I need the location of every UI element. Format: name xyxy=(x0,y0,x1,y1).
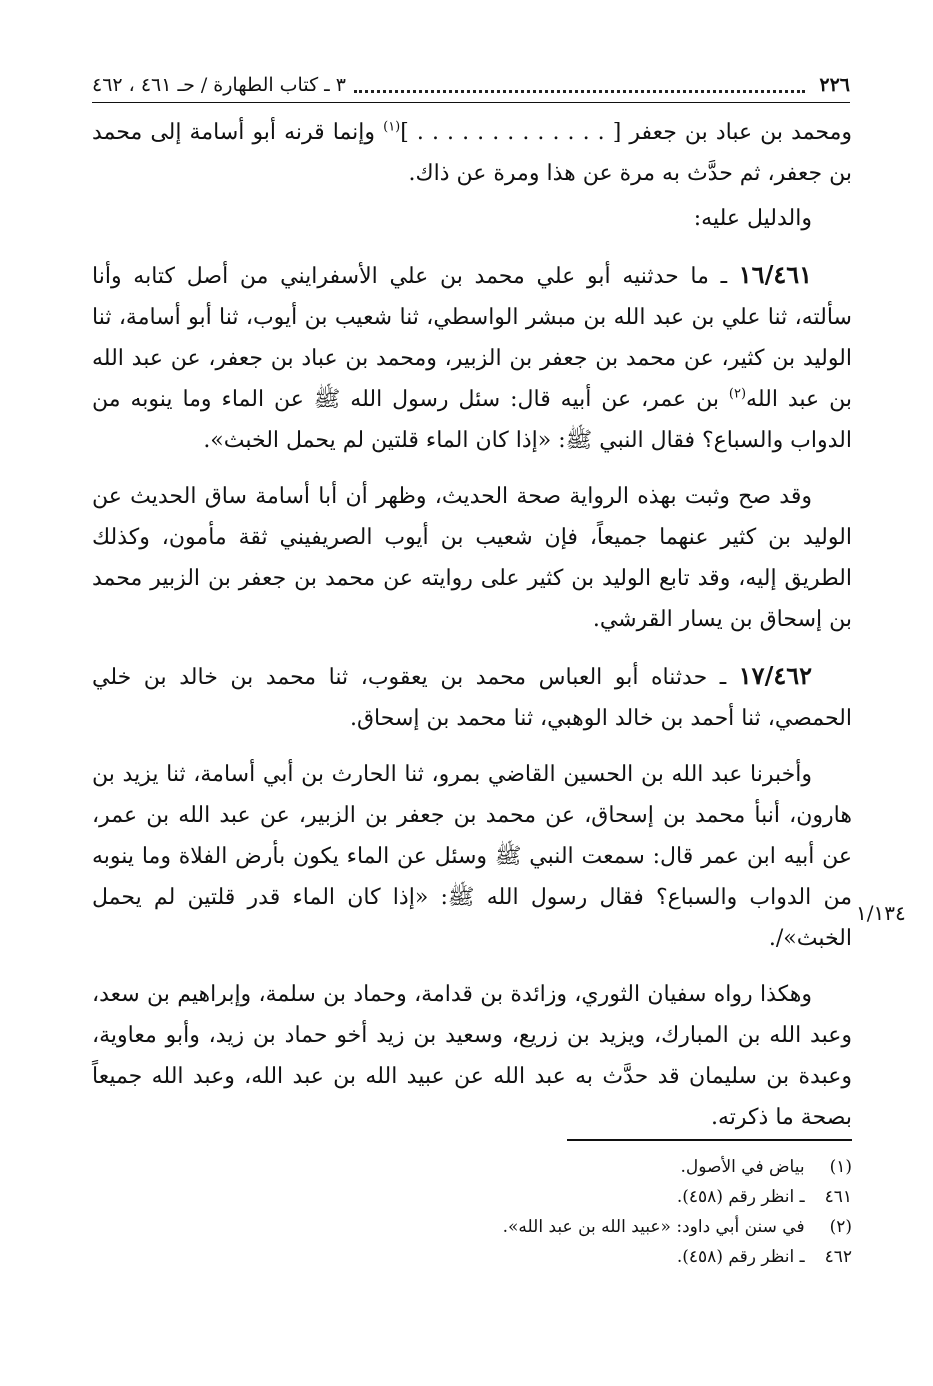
footnote-number: ٤٦٢ xyxy=(824,1247,852,1267)
paragraph-1-rest: وإنما قرنه أبو أسامة إلى محمد بن جعفر، ثم حدَّث به مرة عن هذا ومرة عن ذاك. xyxy=(92,120,852,186)
hadith-462-text: ـ حدثناه أبو العباس محمد بن يعقوب، ثنا محمد بن خالد بن خلي الحمصي، ثنا أحمد بن خالد الوهبي، ثنا محمد بن إسحاق. xyxy=(92,665,852,731)
margin-volume-page-note: ١/١٣٤ xyxy=(856,901,906,925)
footnote-ref-1: (١) xyxy=(383,119,401,135)
footnote-item xyxy=(92,1182,852,1212)
header-rule xyxy=(92,102,850,103)
footnote-number: (١) xyxy=(829,1157,852,1177)
hadith-number-462: ١٧/٤٦٢ xyxy=(738,661,812,690)
footnote-ref-2: (٢) xyxy=(728,386,747,402)
footnote-number: ٤٦١ xyxy=(824,1187,852,1207)
hadith-461 xyxy=(92,254,852,461)
paragraph-1 xyxy=(92,112,852,194)
footnote-item xyxy=(92,1152,852,1182)
running-title: ٣ ـ كتاب الطهارة / حـ ٤٦١ ، ٤٦٢ xyxy=(92,74,346,96)
paragraph-7: وهكذا رواه سفيان الثوري، وزائدة بن قدامة، وحماد بن سلمة، وإبراهيم بن سعد، وعبد الله بن المبارك، ويزيد بن زريع، وسعيد بن زيد أخو حماد بن زيد، وأبو معاوية، وعبدة بن سليمان قد حدَّث به عبد الله عن عبيد الله بن عبد الله، وعبد الله جميعاً بصحة ما ذكرته. xyxy=(92,982,852,1130)
hadith-461-text-a: ـ ما حدثنيه أبو علي محمد بن علي الأسفرايني من أصل كتابه وأنا سألته، ثنا علي بن عبد الله بن مبشر الواسطي، ثنا شعيب بن أيوب، ثنا أبو أسامة، ثنا الوليد بن كثير، عن محمد بن جعفر بن الزبير، ومحمد بن عباد بن جعفر، عن عبد الله بن عبد الله xyxy=(92,264,852,412)
footnote-item xyxy=(92,1242,852,1272)
paragraph-6: وأخبرنا عبد الله بن الحسين القاضي بمرو، ثنا الحارث بن أبي أسامة، ثنا يزيد بن هارون، أنبأ محمد بن إسحاق، عن محمد بن جعفر بن الزبير، عن عبد الله بن عمر، عن أبيه ابن عمر قال: سمعت النبي ﷺ وسئل عن الماء يكون بأرض الفلاة وما ينوبه من الدواب والسباع؟ فقال رسول الله ﷺ: «إذا كان الماء قدر قلتين لم يحمل الخبث»/. xyxy=(92,762,852,951)
paragraph-2: والدليل عليه: xyxy=(693,206,812,231)
footnote-item xyxy=(92,1212,852,1242)
footnote-text: ـ انظر رقم (٤٥٨). xyxy=(676,1247,805,1267)
footnote-text: بياض في الأصول. xyxy=(680,1157,805,1177)
page-number: ٢٢٦ xyxy=(819,74,850,96)
page-header xyxy=(92,70,850,100)
footnote-text: في سنن أبي داود: «عبيد الله بن عبد الله». xyxy=(502,1217,805,1237)
main-text xyxy=(92,112,852,1153)
footnotes xyxy=(92,1152,852,1272)
footnote-rule xyxy=(567,1139,852,1141)
paragraph-1-text: ومحمد بن عباد بن جعفر [ . . . . . . . . . . . . . ] xyxy=(400,120,852,145)
footnote-text: ـ انظر رقم (٤٥٨). xyxy=(676,1187,805,1207)
hadith-number-461: ١٦/٤٦١ xyxy=(738,260,812,289)
paragraph-4: وقد صح وثبت بهذه الرواية صحة الحديث، وظهر أن أبا أسامة ساق الحديث عن الوليد بن كثير عنهما جميعاً، فإن شعيب بن أيوب الصريفيني ثقة مأمون، وكذلك الطريق إليه، وقد تابع الوليد بن كثير على روايته عن محمد بن جعفر بن الزبير محمد بن إسحاق بن يسار القرشي. xyxy=(92,484,852,632)
footnote-number: (٢) xyxy=(829,1217,852,1237)
hadith-462 xyxy=(92,655,852,739)
hadith-461-text-b: بن عمر، عن أبيه قال: سئل رسول الله ﷺ عن الماء وما ينوبه من الدواب والسباع؟ فقال النبي ﷺ: «إذا كان الماء قلتين لم يحمل الخبث». xyxy=(92,387,852,453)
header-leader-dots xyxy=(354,78,805,93)
